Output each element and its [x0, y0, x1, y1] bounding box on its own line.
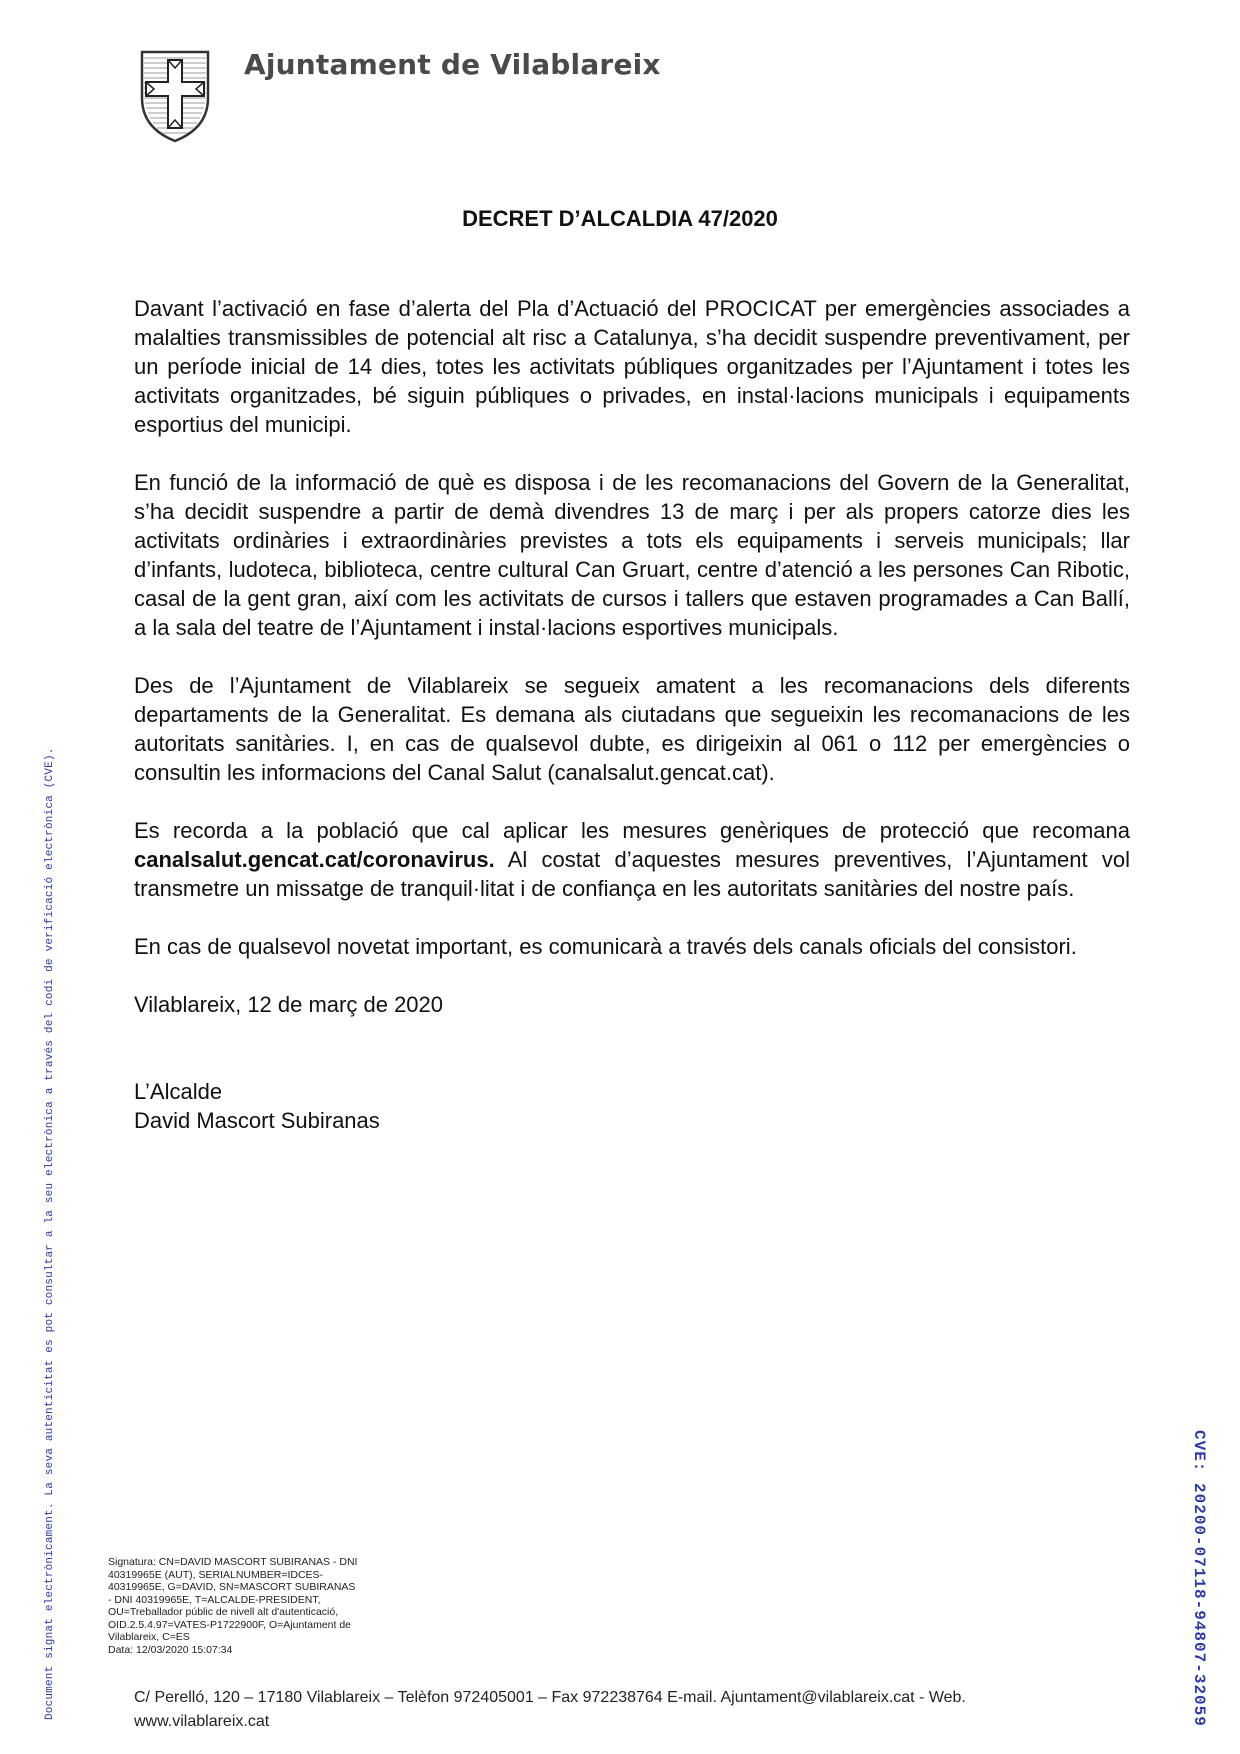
paragraph-5: En cas de qualsevol novetat important, es comunicarà a través dels canals oficials del consistori.	[134, 934, 1077, 959]
paragraph-4-lead: Es recorda a la població que cal aplicar les mesures genèriques de protecció que recomana	[134, 818, 1130, 843]
municipal-coat-of-arms-icon	[138, 48, 212, 144]
electronic-signature-notice: Document signat electrònicament. La seva autenticitat es pot consultar a la seu electrònica a través del codi de verificació electrònica (CVE).	[44, 747, 56, 1720]
paragraph-1: Davant l’activació en fase d’alerta del Pla d’Actuació del PROCICAT per emergències associades a malalties transmissibles de potencial alt risc a Catalunya, s’ha decidit suspendre preventivament, per un període inicial de 14 dies, totes les activitats públiques organitzades per l’Ajuntament i totes les activitats organitzades, bé siguin públiques o privades, en instal·lacions municipals i equipaments esportius del municipi.	[134, 296, 1130, 437]
signer-name: David Mascort Subiranas	[134, 1108, 380, 1133]
document-body	[134, 294, 1130, 1135]
organization-name: Ajuntament de Vilablareix	[244, 48, 661, 81]
footer-contact: C/ Perelló, 120 – 17180 Vilablareix – Telèfon 972405001 – Fax 972238764 E-mail. Ajuntament@vilablareix.cat - Web. www.vilablareix.cat	[134, 1689, 966, 1730]
paragraph-2: En funció de la informació de què es disposa i de les recomanacions del Govern de la Generalitat, s’ha decidit suspendre a partir de demà divendres 13 de març i per als propers catorze dies les activitats ordinàries i extraordinàries previstes a tots els equipaments i serveis municipals; llar d’infants, ludoteca, biblioteca, centre cultural Can Gruart, centre d’atenció a les persones Can Ribotic, casal de la gent gran, així com les activitats de cursos i tallers que estaven programades a Can Ballí, a la sala del teatre de l’Ajuntament i instal·lacions esportives municipals.	[134, 470, 1130, 640]
digital-signature-details: Signatura: CN=DAVID MASCORT SUBIRANAS - DNI 40319965E (AUT), SERIALNUMBER=IDCES- 40319965E, G=DAVID, SN=MASCORT SUBIRANAS - DNI 40319965E, T=ALCALDE-PRESIDENT, OU=Treballador públic de nivell alt d'autenticació, OID.2.5.4.97=VATES-P1722900F, O=Ajuntament de Vilablareix, C=ES Data: 12/03/2020 15:07:34	[108, 1556, 358, 1656]
place-and-date: Vilablareix, 12 de març de 2020	[134, 992, 444, 1017]
coronavirus-info-link[interactable]: canalsalut.gencat.cat/coronavirus.	[134, 847, 495, 872]
letterhead	[138, 48, 738, 148]
paragraph-4-tail: Al costat d’aquestes mesures preventives, l’Ajuntament vol transmetre un missatge de tranquil·litat i de confiança en les autoritats sanitàries del nostre país.	[134, 847, 1130, 901]
decree-title: DECRET D’ALCALDIA 47/2020	[462, 206, 778, 231]
cve-code: CVE: 20200-07118-94807-32059	[1190, 1430, 1208, 1727]
paragraph-4	[134, 816, 1130, 903]
signer-role: L’Alcalde	[134, 1079, 223, 1104]
paragraph-3: Des de l’Ajuntament de Vilablareix se segueix amatent a les recomanacions dels diferents departaments de la Generalitat. Es demana als ciutadans que segueixin les recomanacions de les autoritats sanitàries. I, en cas de qualsevol dubte, es dirigeixin al 061 o 112 per emergències o consultin les informacions del Canal Salut (canalsalut.gencat.cat).	[134, 673, 1130, 785]
